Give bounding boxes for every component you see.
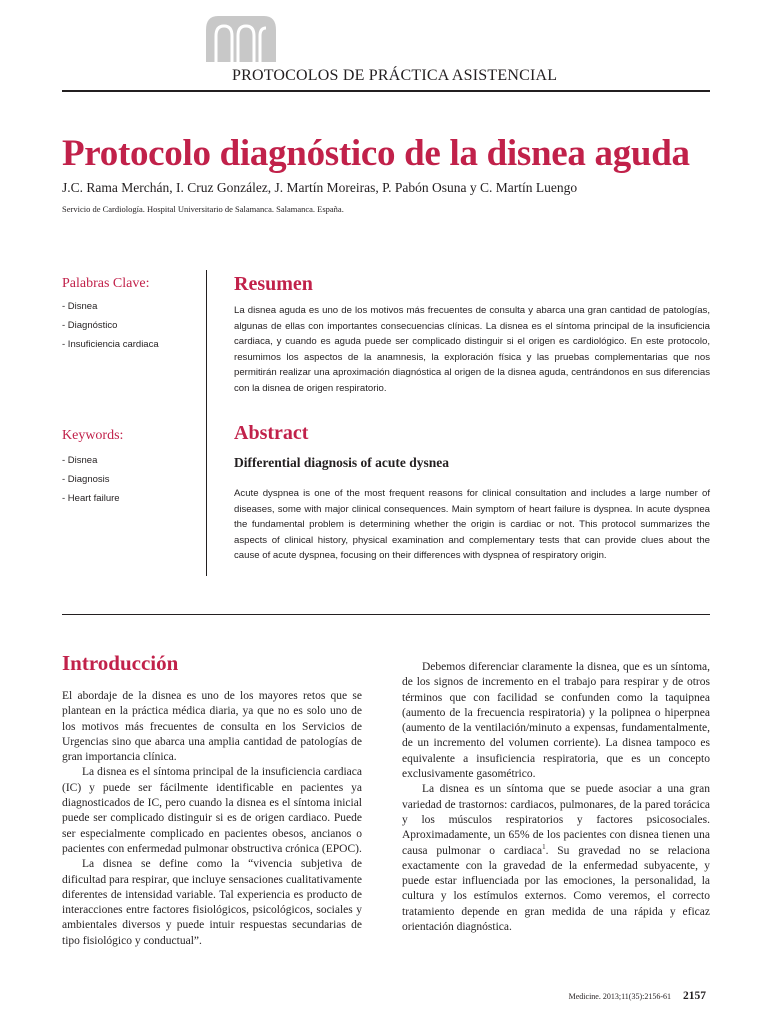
keyword-item: - Diagnóstico [62,320,118,331]
keywords-es-heading: Palabras Clave: [62,276,150,291]
reference-marker[interactable]: 1 [542,842,546,851]
resumen-text: La disnea aguda es uno de los motivos más frecuentes de consulta y abarca una gran cantidad de patologías, algunas de ellas con importantes consecuencias clínicas. La disnea es el síntoma principal de la insuficiencia cardiaca, y cuando es aguda puede ser complicado distinguir si el origen es cardiológico. En este protocolo, resumimos los aspectos de la anamnesis, la exploración física y las pruebas complementarias que nos permitirán realizar una aproximación diagnóstica al origen de la disnea aguda, centrándonos en sus diferencias con la disnea de origen respiratorio. [234,305,710,394]
abstract-text: Acute dyspnea is one of the most frequent reasons for clinical consultation and includes a large number of diseases, some with major clinical consequences. Main symptom of heart failure is dyspnea. In acute dyspnea the fundamental problem is determining whether the origin is cardiac or not. This protocol summarizes the aspects of clinical history, physical examination and complementary tests that can provide clues about the cause of acute dyspnea, focusing on their differences with dyspnea of respiratory origin. [234,488,710,562]
column-divider [206,270,207,576]
intro-paragraph [402,782,710,935]
intro-paragraph: La disnea se define como la “vivencia subjetiva de dificultad para respirar, que incluye sensaciones cualitativamente diferentes de intensidad variable. Tal experiencia es producto de interacciones entre factores fisiológicos, psicológicos, sociales y ambientales diversos y puede intuir respuestas secundarias de tipo fisiológico y conductual”. [62,858,362,947]
keyword-item: - Heart failure [62,493,120,504]
abstract-heading: Abstract [234,422,309,444]
intro-paragraph: Debemos diferenciar claramente la disnea, que es un síntoma, de los signos de incremento en el trabajo para respirar y de otros términos que con facilidad se confunden como la taquipnea (aumento de la frecuencia respiratoria) y la polipnea o hiperpnea (aumento de la ventilación/minuto a expensas, fundamentalmente, de un incremento del volumen corriente). La disnea tampoco es equivalente a insuficiencia respiratoria, que es un concepto exclusivamente gasométrico. [402,661,710,781]
intro-heading: Introducción [62,651,179,675]
intro-text: La disnea es un síntoma que se puede asociar a una gran variedad de trastornos: cardiacos, pulmonares, de la pared torácica y los músculos respiratorios y factores psicosociales. Aproximadamente, un 65% de los pacientes con disnea tienen una causa pulmonar o cardiaca [402,783,710,857]
intro-text: . Su gravedad no se relaciona exactamente con la gravedad de la enfermedad subyacente, y puede estar influenciada por las emociones, la personalidad, la cultura y los estímulos externos. Como veremos, el correcto tratamiento depende en gran medida de una rápida y eficaz orientación diagnóstica. [402,844,710,934]
keyword-item: - Diagnosis [62,474,110,485]
article-affiliation: Servicio de Cardiología. Hospital Universitario de Salamanca. Salamanca. España. [62,204,344,214]
intro-column-right [402,660,710,935]
article-authors: J.C. Rama Merchán, I. Cruz González, J. Martín Moreiras, P. Pabón Osuna y C. Martín Luengo [62,180,578,195]
article-title: Protocolo diagnóstico de la disnea aguda [62,133,690,174]
keywords-en-list [62,451,120,508]
section-label: PROTOCOLOS DE PRÁCTICA ASISTENCIAL [232,67,558,84]
citation: Medicine. 2013;11(35):2156-61 [568,992,671,1001]
header-rule [62,90,710,92]
page-number: 2157 [683,990,706,1002]
resumen-heading: Resumen [234,273,313,295]
section-divider [62,614,710,615]
keyword-item: - Disnea [62,455,98,466]
intro-column-left [62,689,362,949]
keyword-item: - Insuficiencia cardiaca [62,339,159,350]
keywords-en-heading: Keywords: [62,428,124,443]
journal-logo [206,16,276,62]
intro-paragraph: La disnea es el síntoma principal de la insuficiencia cardiaca (IC) y puede ser fácilmente identificable en pacientes ya diagnosticados de IC, pero cuando la disnea es el síntoma inicial puede ser complicado distinguir si es de origen cardiaco. Puede ser especialmente complicado en pacientes obesos, ancianos o pacientes con enfermedad pulmonar obstructiva crónica (EPOC). [62,766,362,855]
intro-paragraph: El abordaje de la disnea es uno de los mayores retos que se plantean en la práctica médica diaria, ya que no es solo uno de los motivos más frecuentes de consulta en los Servicios de Urgencias sino que abarca una amplia cantidad de patologías de gran importancia clínica. [62,690,362,764]
abstract-subtitle: Differential diagnosis of acute dysnea [234,455,449,470]
page-footer [569,986,706,1004]
keywords-es-list [62,297,159,354]
keyword-item: - Disnea [62,301,98,312]
